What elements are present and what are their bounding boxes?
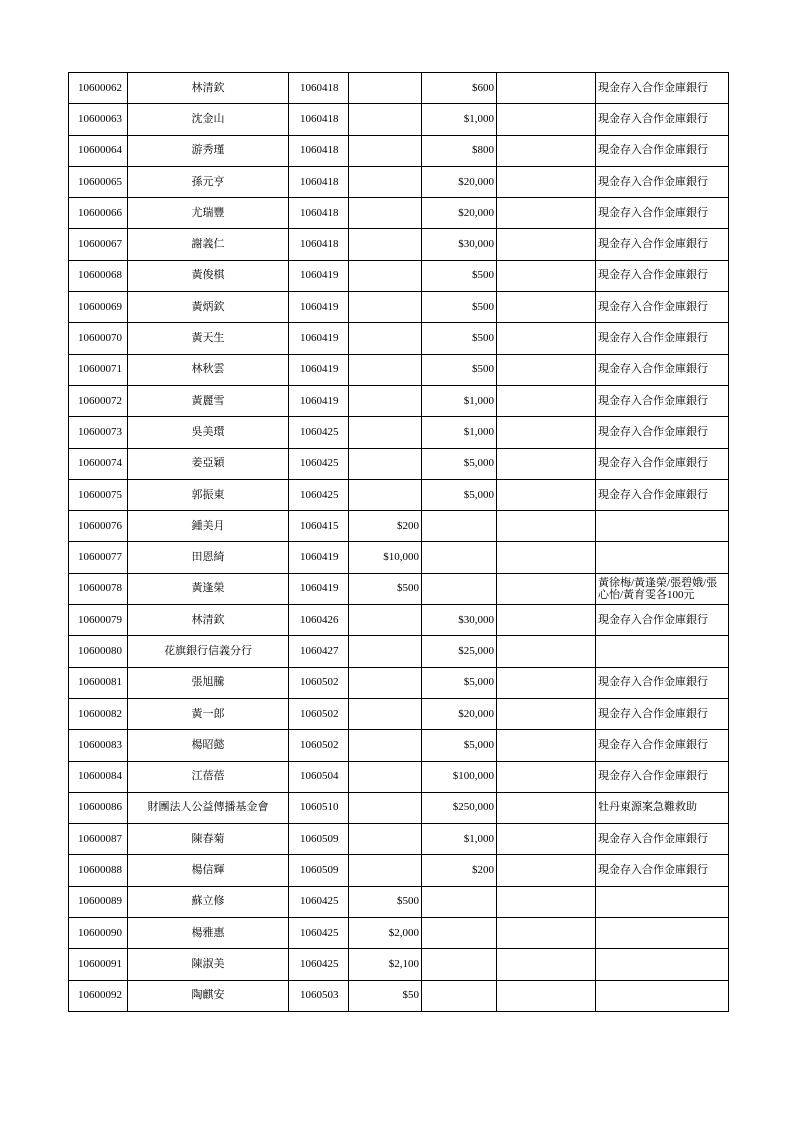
date-cell: 1060427 [289,636,349,667]
date-cell: 1060418 [289,135,349,166]
date-cell: 1060425 [289,949,349,980]
note-cell: 現金存入合作金庫銀行 [596,166,729,197]
amount-b-cell: $1,000 [422,824,497,855]
amount-b-cell: $20,000 [422,166,497,197]
table-row [69,792,729,823]
donor-name-cell: 花旗銀行信義分行 [128,636,289,667]
table-row [69,605,729,636]
table-row [69,323,729,354]
table-row [69,479,729,510]
note-cell: 現金存入合作金庫銀行 [596,385,729,416]
donor-name-cell: 江蓓蓓 [128,761,289,792]
amount-b-cell: $1,000 [422,385,497,416]
donor-name-cell: 張旭騰 [128,667,289,698]
amount-a-cell [349,73,422,104]
amount-b-cell: $5,000 [422,730,497,761]
amount-b-cell: $200 [422,855,497,886]
amount-a-cell [349,605,422,636]
table-row [69,135,729,166]
record-id-cell: 10600082 [69,698,128,729]
amount-a-cell [349,260,422,291]
blank-cell [497,229,596,260]
donor-name-cell: 沈金山 [128,104,289,135]
table-row [69,260,729,291]
amount-a-cell: $2,100 [349,949,422,980]
note-cell: 現金存入合作金庫銀行 [596,730,729,761]
note-cell [596,980,729,1011]
amount-b-cell: $25,000 [422,636,497,667]
donor-name-cell: 楊雅惠 [128,918,289,949]
record-id-cell: 10600090 [69,918,128,949]
blank-cell [497,855,596,886]
table-row [69,229,729,260]
amount-b-cell: $250,000 [422,792,497,823]
amount-b-cell: $1,000 [422,417,497,448]
table-row [69,855,729,886]
table-row [69,73,729,104]
amount-b-cell [422,542,497,573]
note-cell [596,949,729,980]
table-row [69,698,729,729]
record-id-cell: 10600086 [69,792,128,823]
note-cell: 現金存入合作金庫銀行 [596,354,729,385]
donor-name-cell: 尤瑞豐 [128,198,289,229]
date-cell: 1060425 [289,479,349,510]
table-row [69,198,729,229]
table-row [69,636,729,667]
amount-a-cell [349,323,422,354]
date-cell: 1060503 [289,980,349,1011]
amount-a-cell [349,761,422,792]
blank-cell [497,761,596,792]
date-cell: 1060419 [289,573,349,604]
amount-a-cell: $50 [349,980,422,1011]
date-cell: 1060419 [289,354,349,385]
date-cell: 1060415 [289,511,349,542]
record-id-cell: 10600069 [69,292,128,323]
record-id-cell: 10600076 [69,511,128,542]
amount-a-cell [349,354,422,385]
blank-cell [497,198,596,229]
blank-cell [497,323,596,354]
amount-a-cell [349,636,422,667]
record-id-cell: 10600091 [69,949,128,980]
note-cell: 現金存入合作金庫銀行 [596,417,729,448]
donor-name-cell: 黃一郎 [128,698,289,729]
blank-cell [497,730,596,761]
record-id-cell: 10600087 [69,824,128,855]
donor-name-cell: 黃俊棋 [128,260,289,291]
amount-b-cell: $600 [422,73,497,104]
record-id-cell: 10600064 [69,135,128,166]
donor-name-cell: 田恩綺 [128,542,289,573]
amount-b-cell [422,918,497,949]
record-id-cell: 10600080 [69,636,128,667]
note-cell: 現金存入合作金庫銀行 [596,73,729,104]
amount-a-cell [349,667,422,698]
date-cell: 1060419 [289,260,349,291]
amount-b-cell [422,949,497,980]
table-row [69,667,729,698]
amount-b-cell: $100,000 [422,761,497,792]
amount-b-cell: $1,000 [422,104,497,135]
amount-a-cell [349,730,422,761]
record-id-cell: 10600089 [69,886,128,917]
amount-a-cell [349,792,422,823]
record-id-cell: 10600066 [69,198,128,229]
blank-cell [497,73,596,104]
note-cell: 現金存入合作金庫銀行 [596,292,729,323]
donor-name-cell: 林清欽 [128,605,289,636]
amount-a-cell: $500 [349,886,422,917]
amount-b-cell: $30,000 [422,229,497,260]
amount-a-cell: $200 [349,511,422,542]
record-id-cell: 10600077 [69,542,128,573]
blank-cell [497,886,596,917]
donor-name-cell: 黃逢榮 [128,573,289,604]
table-row [69,761,729,792]
amount-a-cell [349,166,422,197]
date-cell: 1060419 [289,323,349,354]
blank-cell [497,667,596,698]
donor-name-cell: 孫元亨 [128,166,289,197]
donation-ledger-table [68,72,729,1012]
blank-cell [497,166,596,197]
blank-cell [497,260,596,291]
table-row [69,354,729,385]
record-id-cell: 10600081 [69,667,128,698]
donor-name-cell: 游秀瑾 [128,135,289,166]
table-row [69,886,729,917]
table-row [69,448,729,479]
donor-name-cell: 黃炳欽 [128,292,289,323]
record-id-cell: 10600071 [69,354,128,385]
date-cell: 1060504 [289,761,349,792]
amount-a-cell: $10,000 [349,542,422,573]
record-id-cell: 10600088 [69,855,128,886]
amount-a-cell [349,417,422,448]
amount-a-cell [349,855,422,886]
table-row [69,417,729,448]
amount-b-cell: $5,000 [422,667,497,698]
donor-name-cell: 陶麒安 [128,980,289,1011]
note-cell [596,511,729,542]
blank-cell [497,385,596,416]
table-row [69,949,729,980]
blank-cell [497,511,596,542]
donor-name-cell: 鍾美月 [128,511,289,542]
note-cell: 現金存入合作金庫銀行 [596,104,729,135]
note-cell: 牡丹東源案急難救助 [596,792,729,823]
ledger-body [69,73,729,1012]
record-id-cell: 10600084 [69,761,128,792]
amount-b-cell [422,980,497,1011]
blank-cell [497,417,596,448]
donor-name-cell: 楊昭懿 [128,730,289,761]
donor-name-cell: 楊信輝 [128,855,289,886]
date-cell: 1060502 [289,730,349,761]
amount-b-cell: $500 [422,354,497,385]
note-cell [596,886,729,917]
date-cell: 1060510 [289,792,349,823]
note-cell: 現金存入合作金庫銀行 [596,479,729,510]
record-id-cell: 10600079 [69,605,128,636]
note-cell: 現金存入合作金庫銀行 [596,824,729,855]
table-row [69,166,729,197]
table-row [69,511,729,542]
note-cell: 現金存入合作金庫銀行 [596,855,729,886]
blank-cell [497,824,596,855]
note-cell: 現金存入合作金庫銀行 [596,667,729,698]
note-cell: 現金存入合作金庫銀行 [596,761,729,792]
table-row [69,542,729,573]
record-id-cell: 10600065 [69,166,128,197]
date-cell: 1060419 [289,542,349,573]
blank-cell [497,104,596,135]
note-cell [596,918,729,949]
amount-a-cell [349,448,422,479]
note-cell: 現金存入合作金庫銀行 [596,605,729,636]
amount-a-cell: $2,000 [349,918,422,949]
amount-b-cell [422,511,497,542]
donor-name-cell: 陳淑美 [128,949,289,980]
blank-cell [497,135,596,166]
donor-name-cell: 蘇立修 [128,886,289,917]
record-id-cell: 10600063 [69,104,128,135]
note-cell: 現金存入合作金庫銀行 [596,323,729,354]
donor-name-cell: 吳美環 [128,417,289,448]
amount-b-cell [422,573,497,604]
note-cell: 現金存入合作金庫銀行 [596,448,729,479]
date-cell: 1060426 [289,605,349,636]
date-cell: 1060419 [289,385,349,416]
table-row [69,573,729,604]
date-cell: 1060418 [289,73,349,104]
note-cell: 現金存入合作金庫銀行 [596,260,729,291]
amount-a-cell [349,229,422,260]
table-row [69,730,729,761]
note-cell [596,636,729,667]
date-cell: 1060502 [289,698,349,729]
blank-cell [497,698,596,729]
table-row [69,824,729,855]
amount-b-cell: $5,000 [422,479,497,510]
date-cell: 1060418 [289,198,349,229]
date-cell: 1060509 [289,855,349,886]
amount-b-cell: $30,000 [422,605,497,636]
amount-b-cell: $20,000 [422,698,497,729]
donor-name-cell: 林清欽 [128,73,289,104]
blank-cell [497,354,596,385]
note-cell: 黃徐梅/黃逢榮/張碧娥/張心怡/黃育雯各100元 [596,573,729,604]
date-cell: 1060425 [289,918,349,949]
amount-a-cell [349,479,422,510]
amount-b-cell [422,886,497,917]
donor-name-cell: 姜亞穎 [128,448,289,479]
date-cell: 1060418 [289,104,349,135]
date-cell: 1060418 [289,229,349,260]
table-row [69,104,729,135]
date-cell: 1060502 [289,667,349,698]
amount-a-cell [349,292,422,323]
record-id-cell: 10600067 [69,229,128,260]
amount-b-cell: $500 [422,323,497,354]
table-row [69,918,729,949]
record-id-cell: 10600062 [69,73,128,104]
donor-name-cell: 財團法人公益傳播基金會 [128,792,289,823]
record-id-cell: 10600073 [69,417,128,448]
record-id-cell: 10600068 [69,260,128,291]
date-cell: 1060419 [289,292,349,323]
amount-a-cell [349,385,422,416]
amount-b-cell: $800 [422,135,497,166]
blank-cell [497,949,596,980]
amount-b-cell: $20,000 [422,198,497,229]
blank-cell [497,542,596,573]
blank-cell [497,573,596,604]
note-cell [596,542,729,573]
donor-name-cell: 黃麗雪 [128,385,289,416]
amount-a-cell [349,198,422,229]
date-cell: 1060418 [289,166,349,197]
amount-a-cell [349,104,422,135]
amount-a-cell [349,135,422,166]
blank-cell [497,636,596,667]
blank-cell [497,918,596,949]
blank-cell [497,448,596,479]
record-id-cell: 10600083 [69,730,128,761]
record-id-cell: 10600072 [69,385,128,416]
note-cell: 現金存入合作金庫銀行 [596,698,729,729]
blank-cell [497,292,596,323]
amount-a-cell: $500 [349,573,422,604]
date-cell: 1060425 [289,417,349,448]
record-id-cell: 10600074 [69,448,128,479]
amount-b-cell: $5,000 [422,448,497,479]
record-id-cell: 10600070 [69,323,128,354]
amount-a-cell [349,698,422,729]
amount-a-cell [349,824,422,855]
table-row [69,292,729,323]
amount-b-cell: $500 [422,292,497,323]
donor-name-cell: 黃天生 [128,323,289,354]
record-id-cell: 10600092 [69,980,128,1011]
blank-cell [497,479,596,510]
note-cell: 現金存入合作金庫銀行 [596,229,729,260]
blank-cell [497,980,596,1011]
table-row [69,980,729,1011]
record-id-cell: 10600078 [69,573,128,604]
record-id-cell: 10600075 [69,479,128,510]
table-row [69,385,729,416]
date-cell: 1060425 [289,448,349,479]
donor-name-cell: 謝義仁 [128,229,289,260]
amount-b-cell: $500 [422,260,497,291]
donor-name-cell: 林秋雲 [128,354,289,385]
note-cell: 現金存入合作金庫銀行 [596,198,729,229]
blank-cell [497,792,596,823]
date-cell: 1060509 [289,824,349,855]
blank-cell [497,605,596,636]
date-cell: 1060425 [289,886,349,917]
donor-name-cell: 陳春菊 [128,824,289,855]
note-cell: 現金存入合作金庫銀行 [596,135,729,166]
donor-name-cell: 郭振東 [128,479,289,510]
